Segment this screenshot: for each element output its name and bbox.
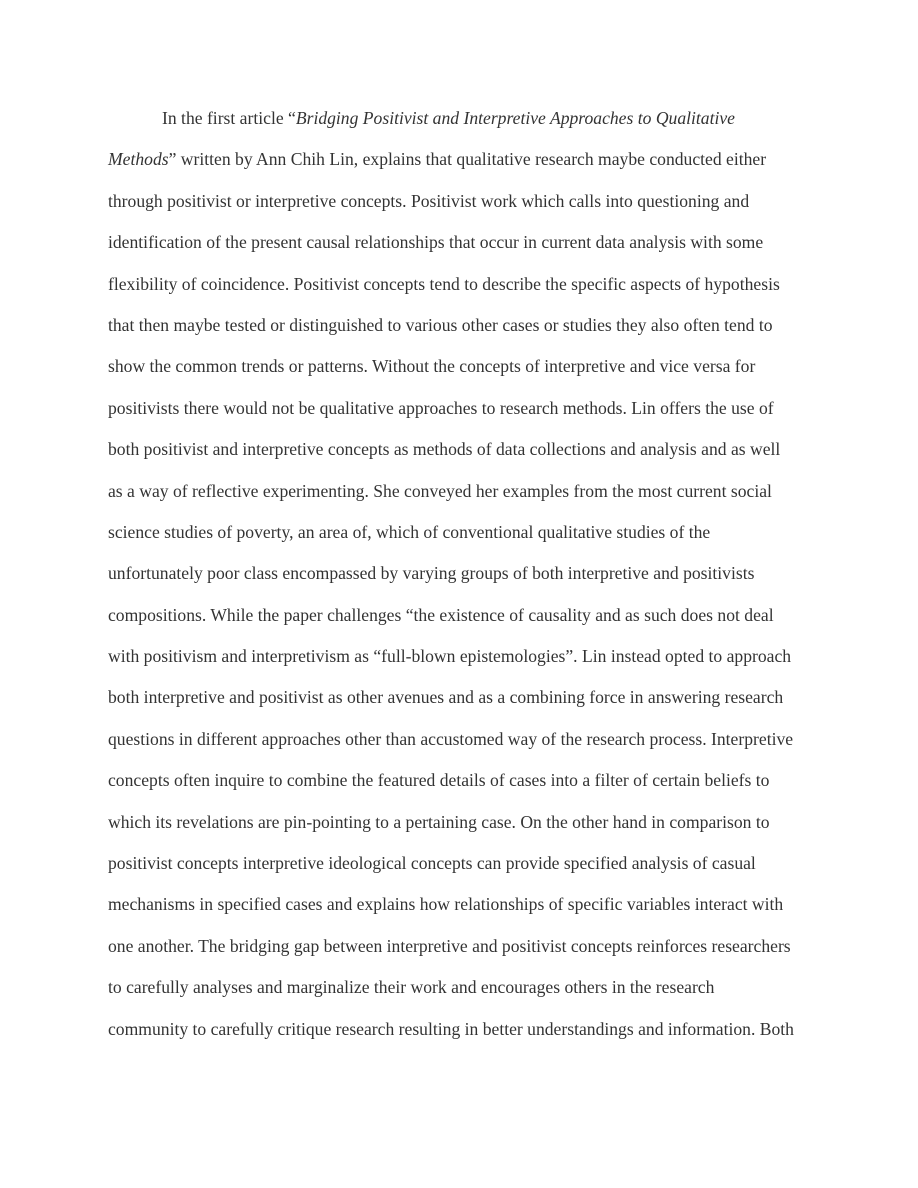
paragraph-line: both interpretive and positivist as other avenues and as a combining force in answering research xyxy=(108,687,784,708)
paragraph-line: to carefully analyses and marginalize their work and encourages others in the research xyxy=(108,977,715,998)
article-title-part-1: Bridging Positivist and Interpretive Approaches to Qualitative xyxy=(295,108,735,128)
paragraph-line: one another. The bridging gap between interpretive and positivist concepts reinforces researchers xyxy=(108,935,791,956)
paragraph-line: as a way of reflective experimenting. She conveyed her examples from the most current social xyxy=(108,480,772,501)
paragraph-line: show the common trends or patterns. Without the concepts of interpretive and vice versa for xyxy=(108,356,756,377)
paragraph-line: flexibility of coincidence. Positivist concepts tend to describe the specific aspects of hypothesis xyxy=(108,273,780,294)
paragraph-line: that then maybe tested or distinguished to various other cases or studies they also often tend to xyxy=(108,314,773,335)
paragraph-line-2 xyxy=(108,139,810,180)
paragraph-line: questions in different approaches other than accustomed way of the research process. Interpretive xyxy=(108,728,794,749)
paragraph-line: both positivist and interpretive concepts as methods of data collections and analysis and as well xyxy=(108,439,781,460)
paragraph-line-1 xyxy=(108,98,810,139)
paragraph-line: through positivist or interpretive concepts. Positivist work which calls into questioning and xyxy=(108,190,750,211)
paragraph-line: with positivism and interpretivism as “full-blown epistemologies”. Lin instead opted to approach xyxy=(108,646,792,667)
line-2-rest: ” written by Ann Chih Lin, explains that qualitative research maybe conducted either xyxy=(168,149,767,170)
paragraph-line: science studies of poverty, an area of, which of conventional qualitative studies of the xyxy=(108,521,711,542)
paragraph-line: positivist concepts interpretive ideological concepts can provide specified analysis of casual xyxy=(108,853,756,874)
paragraph-line: positivists there would not be qualitative approaches to research methods. Lin offers the use of xyxy=(108,397,774,418)
body-paragraph xyxy=(108,98,810,1050)
paragraph-line: unfortunately poor class encompassed by varying groups of both interpretive and positivists xyxy=(108,563,755,584)
paragraph-line: which its revelations are pin-pointing to a pertaining case. On the other hand in comparison to xyxy=(108,811,770,832)
paragraph-line: compositions. While the paper challenges “the existence of causality and as such does not deal xyxy=(108,604,774,625)
paragraph-line: community to carefully critique research resulting in better understandings and information. Both xyxy=(108,1018,794,1039)
paragraph-line: identification of the present causal relationships that occur in current data analysis with some xyxy=(108,232,764,253)
paragraph-line: concepts often inquire to combine the featured details of cases into a filter of certain beliefs to xyxy=(108,770,770,791)
paragraph-line: mechanisms in specified cases and explains how relationships of specific variables interact with xyxy=(108,894,784,915)
article-title-part-2: Methods xyxy=(108,149,169,170)
line-1-prefix: In the first article “ xyxy=(162,108,296,128)
